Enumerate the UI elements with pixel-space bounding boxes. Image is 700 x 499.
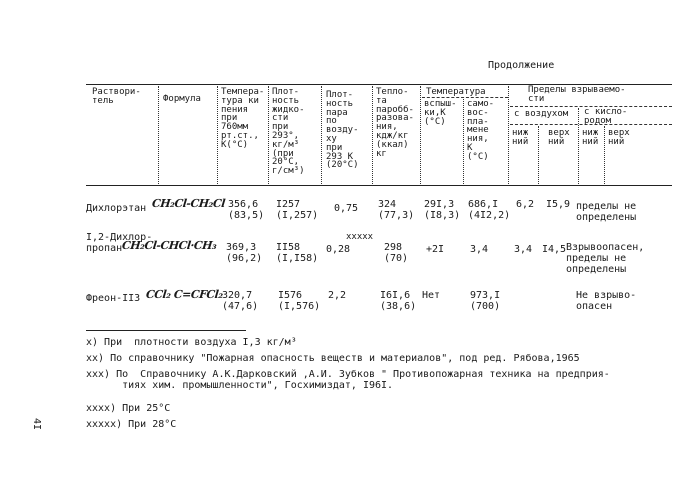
row1-flash: 29I,3 (I8,3) xyxy=(424,199,461,221)
header-formula: Формула xyxy=(163,94,201,104)
row1-formula: CH₂Cl-CH₂Cl xyxy=(151,197,226,210)
footnote-5: ххххх) При 28°С xyxy=(86,419,177,430)
header-oxygen-lower: ниж ний xyxy=(582,128,599,147)
col-sep xyxy=(268,86,269,184)
footnote-4: хххх) При 25°С xyxy=(86,403,171,414)
row2-flash: +2I xyxy=(426,244,445,255)
col-sep xyxy=(420,86,421,184)
table-header-rule xyxy=(86,185,672,186)
header-autoignition: само- вос- пла- мене ния, К (°С) xyxy=(467,99,495,162)
row1-density: I257 (I,257) xyxy=(276,199,319,221)
row1-oxygen: пределы не определены xyxy=(576,201,637,223)
row3-boiling: 320,7 (47,6) xyxy=(222,290,259,312)
row2-boiling: 369,3 (96,2) xyxy=(226,242,263,264)
footnote-3: ххх) По Справочнику А.К.Дарковский ,А.И. Зубков " Противопожарная техника на предприя- тиях хим. промышленности", Госхимиздат, I96I. xyxy=(86,369,610,391)
col-sep xyxy=(604,126,605,184)
row2-heat: 298 (70) xyxy=(384,242,409,264)
footnote-marker: xxxxx xyxy=(346,232,374,242)
col-sep xyxy=(158,86,159,184)
col-sep xyxy=(538,126,539,184)
footnote-2: хх) По справочнику "Пожарная опасность веществ и материалов", под ред. Рябова,1965 xyxy=(86,353,580,364)
row1-name: Дихлорэтан xyxy=(86,203,147,214)
row2-formula: CH₂Cl-CHCl·CH₃ xyxy=(121,239,218,252)
header-heat-vaporization: Тепло- та паробб- разова- ния, кдж/кг (ккал) кг xyxy=(376,87,414,159)
continuation-label: Продолжение xyxy=(488,60,555,71)
header-explosive-limits: Пределы взрываемо- сти xyxy=(528,85,626,104)
header-flash: вспыш- ки,К (°С) xyxy=(424,99,457,127)
temperature-subrule xyxy=(422,97,508,98)
footnote-rule xyxy=(86,330,246,331)
row3-vapor: 2,2 xyxy=(328,290,347,301)
row2-autoignition: 3,4 xyxy=(470,244,489,255)
row1-heat: 324 (77,3) xyxy=(378,199,415,221)
col-sep xyxy=(508,86,509,184)
row1-vapor: 0,75 xyxy=(334,203,359,214)
row3-flash: Нет xyxy=(422,290,441,301)
row3-name: Фреон-II3 xyxy=(86,293,141,304)
header-liquid-density: Плот- ность жидко- сти при 293°, кг/м³ (при 20°С, г/см³) xyxy=(272,87,305,177)
col-sep xyxy=(321,86,322,184)
row3-autoignition: 973,I (700) xyxy=(470,290,501,312)
header-with-oxygen: с кисло- родом xyxy=(584,107,628,126)
header-air-lower: ниж ний xyxy=(512,128,529,147)
row1-boiling: 356,6 (83,5) xyxy=(228,199,265,221)
header-with-air: с воздухом xyxy=(514,109,569,119)
row2-density: II58 (I,I58) xyxy=(276,242,319,264)
col-sep xyxy=(578,108,579,184)
footnote-1: х) При плотности воздуха I,3 кг/м³ xyxy=(86,337,297,348)
col-sep xyxy=(217,86,218,184)
header-solvent: Раствори- тель xyxy=(92,87,141,106)
row2-oxygen: Взрывоопасен, пределы не определены xyxy=(566,242,645,275)
row2-name: I,2-Дихлор- пропан xyxy=(86,232,153,254)
row2-vapor: 0,28 xyxy=(326,244,351,255)
header-vapor-density: Плот- ность пара по возду- ху при 293 К (20°С) xyxy=(326,90,359,171)
row3-formula: CCl₂ C=CFCl₂ xyxy=(145,288,224,301)
col-sep xyxy=(372,86,373,184)
row3-density: I576 (I,576) xyxy=(278,290,321,312)
row2-upper: I4,5 xyxy=(542,244,567,255)
header-boiling-temp: Темпера- тура ки пения при 760мм рт.ст., К(°С) xyxy=(221,87,265,150)
page-number: 4I xyxy=(31,418,42,431)
col-sep xyxy=(463,99,464,184)
row3-oxygen: Не взрыво- опасен xyxy=(576,290,637,312)
row3-heat: I6I,6 (38,6) xyxy=(380,290,417,312)
header-temperature: Температура xyxy=(426,87,486,97)
header-air-upper: верх ний xyxy=(548,128,570,147)
row1-upper: I5,9 xyxy=(546,199,571,210)
row2-lower: 3,4 xyxy=(514,244,533,255)
header-oxygen-upper: верх ний xyxy=(608,128,630,147)
row1-lower: 6,2 xyxy=(516,199,535,210)
row1-autoignition: 686,I (4I2,2) xyxy=(468,199,511,221)
